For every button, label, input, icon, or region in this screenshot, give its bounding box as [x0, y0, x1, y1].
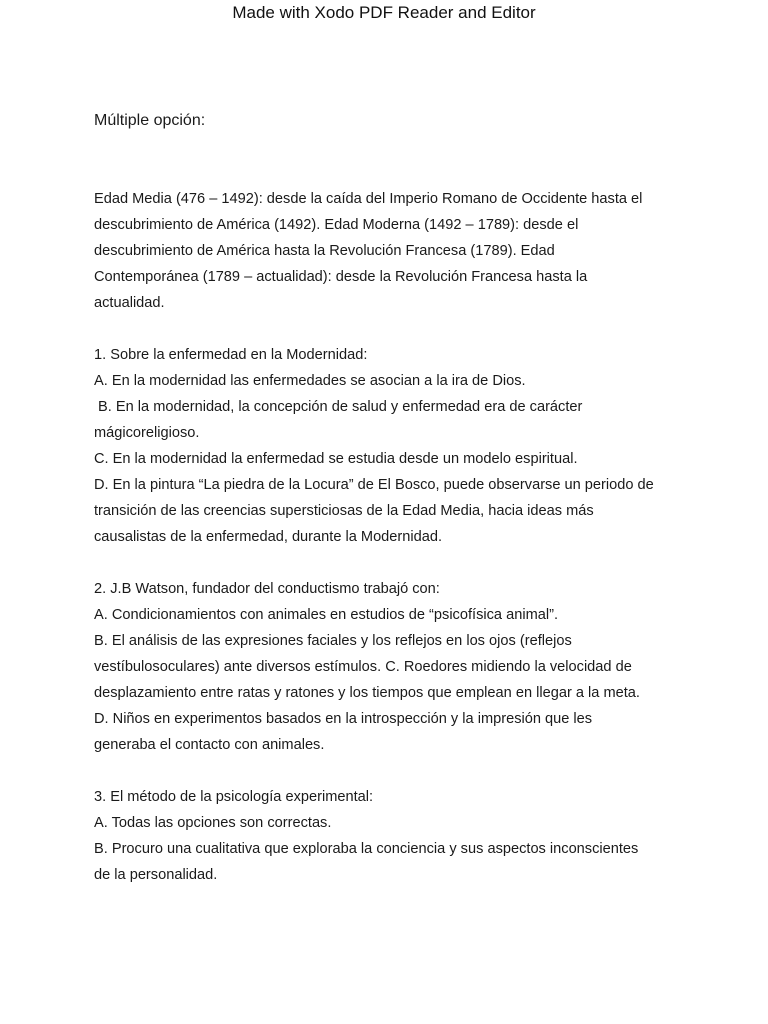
question-1-option-d-cont: transición de las creencias supersticiosas de la Edad Media, hacia ideas más [94, 503, 594, 519]
question-1-option-b: B. En la modernidad, la concepción de salud y enfermedad era de carácter [94, 399, 583, 415]
question-2-option-a: A. Condicionamientos con animales en estudios de “psicofísica animal”. [94, 607, 558, 623]
intro-line: Contemporánea (1789 – actualidad): desde la Revolución Francesa hasta la [94, 269, 588, 285]
question-1-option-d-cont: causalistas de la enfermedad, durante la Modernidad. [94, 529, 443, 545]
question-2-prompt: 2. J.B Watson, fundador del conductismo trabajó con: [94, 581, 440, 597]
document-body [94, 186, 694, 914]
question-2-option-d: D. Niños en experimentos basados en la introspección y la impresión que les [94, 711, 593, 727]
intro-line: actualidad. [94, 295, 165, 311]
question-1-option-c: C. En la modernidad la enfermedad se estudia desde un modelo espiritual. [94, 451, 578, 467]
question-3 [94, 784, 694, 888]
question-2-option-c-cont: desplazamiento entre ratas y ratones y los tiempos que emplean en llegar a la meta. [94, 685, 640, 701]
question-1-prompt: 1. Sobre la enfermedad en la Modernidad: [94, 347, 368, 363]
question-1 [94, 342, 694, 550]
question-3-prompt: 3. El método de la psicología experimental: [94, 789, 374, 805]
question-3-option-b: B. Procuro una cualitativa que exploraba la conciencia y sus aspectos inconscientes [94, 841, 639, 857]
intro-paragraph [94, 186, 694, 316]
question-3-option-a: A. Todas las opciones son correctas. [94, 815, 332, 831]
question-2-option-b: B. El análisis de las expresiones faciales y los reflejos en los ojos (reflejos [94, 633, 572, 649]
question-2-option-d-cont: generaba el contacto con animales. [94, 737, 325, 753]
question-2 [94, 576, 694, 758]
question-1-option-d: D. En la pintura “La piedra de la Locura” de El Bosco, puede observarse un periodo de [94, 477, 654, 493]
intro-line: descubrimiento de América (1492). Edad Moderna (1492 – 1789): desde el [94, 217, 579, 233]
document-heading: Múltiple opción: [94, 112, 206, 129]
intro-line: descubrimiento de América hasta la Revolución Francesa (1789). Edad [94, 243, 555, 259]
question-1-option-a: A. En la modernidad las enfermedades se asocian a la ira de Dios. [94, 373, 526, 389]
intro-line: Edad Media (476 – 1492): desde la caída del Imperio Romano de Occidente hasta el [94, 191, 643, 207]
question-2-option-b-cont: vestíbulosoculares) ante diversos estímulos. C. Roedores midiendo la velocidad de [94, 659, 632, 675]
question-1-option-b-cont: mágicoreligioso. [94, 425, 200, 441]
question-3-option-b-cont: de la personalidad. [94, 867, 218, 883]
watermark-text: Made with Xodo PDF Reader and Editor [232, 3, 536, 22]
